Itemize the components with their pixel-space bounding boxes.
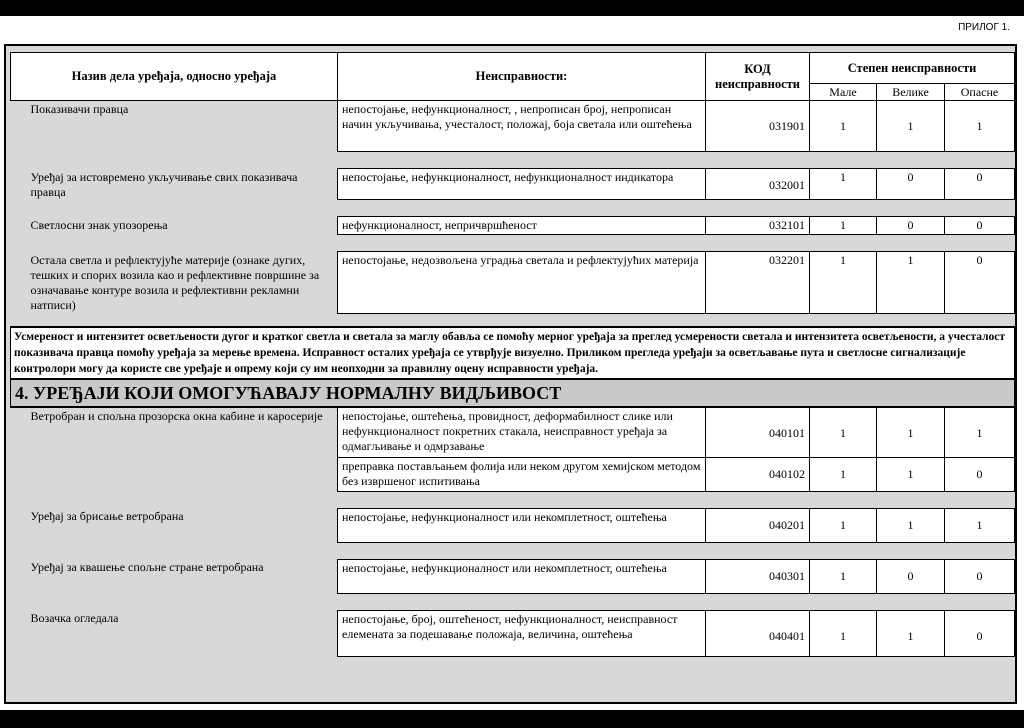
- row-code: 040101: [706, 407, 810, 457]
- row-minor: 1: [810, 559, 877, 593]
- header-dangerous: Опасне: [945, 84, 1015, 101]
- row-major: 1: [877, 610, 945, 656]
- row-code: 032101: [706, 217, 810, 235]
- note-row: [11, 327, 1015, 379]
- section-4-title: 4. УРЕЂАЈИ КОЈИ ОМОГУЋАВАЈУ НОРМАЛНУ ВИДЉИВОСТ: [11, 379, 1015, 407]
- row-minor: 1: [810, 101, 877, 152]
- row-major: 0: [877, 217, 945, 235]
- row-spacer: [11, 200, 1015, 217]
- row-code: 032001: [706, 169, 810, 200]
- row-code: 040102: [706, 457, 810, 491]
- row-desc: непостојање, нефункционалност или некомплетност, оштећења: [338, 508, 706, 542]
- header-defects: Неисправности:: [338, 53, 706, 101]
- row-code: 040301: [706, 559, 810, 593]
- row-spacer: [11, 314, 1015, 328]
- header-minor: Мале: [810, 84, 877, 101]
- row-major: 1: [877, 252, 945, 314]
- table-row: [11, 252, 1015, 314]
- header-code-line2: неисправности: [715, 76, 800, 91]
- row-desc: непостојање, нефункционалност или некомплетност, оштећења: [338, 559, 706, 593]
- row-dangerous: 0: [945, 169, 1015, 200]
- row-name: Показивачи правца: [11, 101, 338, 152]
- row-code: 032201: [706, 252, 810, 314]
- defects-table: [10, 52, 1015, 657]
- table-row: [11, 217, 1015, 235]
- row-dangerous: 1: [945, 407, 1015, 457]
- row-desc: непостојање, оштећења, провидност, деформабилност слике или нефункционалност покретних стакала, неисправност уређаја за одмагљивање и одмрзавање: [338, 407, 706, 457]
- row-code: 040201: [706, 508, 810, 542]
- section-heading-row: [11, 379, 1015, 407]
- row-name: Ветробран и спољна прозорска окна кабине и каросерије: [11, 407, 338, 491]
- row-name: Уређај за квашење спољне стране ветробрана: [11, 559, 338, 593]
- table-row: [11, 407, 1015, 457]
- row-code: 040401: [706, 610, 810, 656]
- header-code: [706, 53, 810, 101]
- row-desc: преправка постављањем фолија или неком другом хемијском методом без извршеног испитивања: [338, 457, 706, 491]
- row-dangerous: 0: [945, 559, 1015, 593]
- table-row: [11, 559, 1015, 593]
- row-spacer: [11, 152, 1015, 169]
- row-spacer: [11, 235, 1015, 252]
- row-major: 0: [877, 559, 945, 593]
- header-major: Велике: [877, 84, 945, 101]
- row-dangerous: 1: [945, 101, 1015, 152]
- annex-label: ПРИЛОГ 1.: [958, 22, 1010, 33]
- row-major: 0: [877, 169, 945, 200]
- header-code-line1: КОД: [744, 61, 771, 76]
- table-row: [11, 169, 1015, 200]
- row-dangerous: 1: [945, 508, 1015, 542]
- row-desc: непостојање, недозвољена уградња светала и рефлектујућих материја: [338, 252, 706, 314]
- header-row: [11, 53, 1015, 84]
- row-spacer: [11, 542, 1015, 559]
- row-major: 1: [877, 457, 945, 491]
- row-dangerous: 0: [945, 217, 1015, 235]
- row-desc: непостојање, број, оштећеност, нефункционалност, неисправност елемената за подешавање положаја, величина, оштећења: [338, 610, 706, 656]
- row-desc: непостојање, нефункционалност, нефункционалност индикатора: [338, 169, 706, 200]
- row-dangerous: 0: [945, 457, 1015, 491]
- header-name: Назив дела уређаја, односно уређаја: [11, 53, 338, 101]
- row-desc: непостојање, нефункционалност, , непрописан број, непрописан начин укључивања, учесталост, положај, боја светала или оштећења: [338, 101, 706, 152]
- row-minor: 1: [810, 610, 877, 656]
- table-row: [11, 508, 1015, 542]
- row-spacer: [11, 491, 1015, 508]
- row-name: Возачка огледала: [11, 610, 338, 656]
- row-spacer: [11, 593, 1015, 610]
- row-minor: 1: [810, 407, 877, 457]
- measurement-note: Усмереност и интензитет осветљености дугог и кратког светла и светала за маглу обавља се помоћу мерног уређаја за преглед усмерености светала и интензитета осветљености, а учесталост показивача правца помоћу уређаја за мерење времена. Исправност осталих уређаја се утврђује визуелно. Приликом прегледа уређаји за осветљавање пута и светлосне сигнализације контролори могу да користе све уређаје и опрему који су им неопходни за правилну оцену исправности уређаја.: [11, 327, 1015, 379]
- table-row: [11, 101, 1015, 152]
- row-name: Уређај за истовремено укључивање свих показивача правца: [11, 169, 338, 200]
- row-code: 031901: [706, 101, 810, 152]
- row-major: 1: [877, 407, 945, 457]
- row-dangerous: 0: [945, 610, 1015, 656]
- row-major: 1: [877, 508, 945, 542]
- document-page: [0, 16, 1024, 710]
- row-name: Светлосни знак упозорења: [11, 217, 338, 235]
- row-dangerous: 0: [945, 252, 1015, 314]
- row-minor: 1: [810, 169, 877, 200]
- row-name: Уређај за брисање ветробрана: [11, 508, 338, 542]
- row-minor: 1: [810, 457, 877, 491]
- row-minor: 1: [810, 252, 877, 314]
- row-desc: нефункционалност, непричвршћеност: [338, 217, 706, 235]
- row-minor: 1: [810, 217, 877, 235]
- row-name: Остала светла и рефлектујуће материје (ознаке дугих, тешких и спорих возила као и рефлективне површине за означавање контуре возила и рефлективни рекламни натписи): [11, 252, 338, 314]
- bottom-black-bar: [0, 710, 1024, 728]
- header-degree: Степен неисправности: [810, 53, 1015, 84]
- row-major: 1: [877, 101, 945, 152]
- row-minor: 1: [810, 508, 877, 542]
- table-row: [11, 610, 1015, 656]
